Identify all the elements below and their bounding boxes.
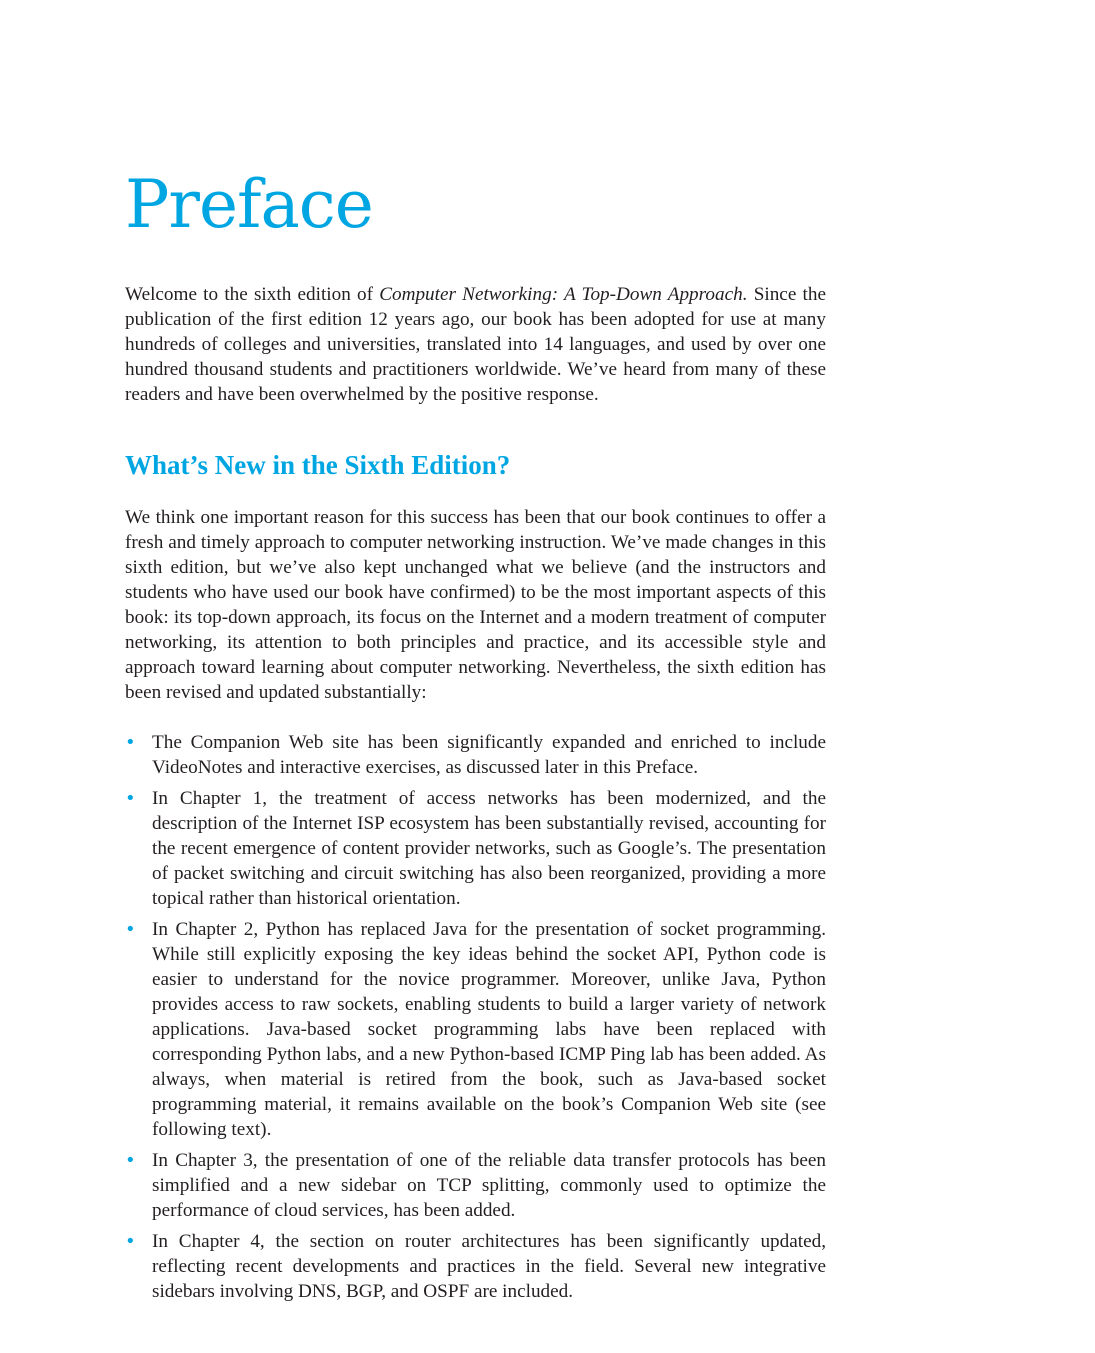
book-title: Computer Networking: A Top-Down Approach. [379,284,748,305]
list-item [125,1148,826,1223]
section-heading: What’s New in the Sixth Edition? [125,450,511,480]
list-item-text: In Chapter 3, the presentation of one of the reliable data transfer protocols has been simplified and a new sidebar on TCP splitting, commonly used to optimize the performance of cloud services, has been added. [152,1150,826,1221]
list-item [125,917,826,1142]
bullet-icon: • [125,788,136,809]
intro-text-end: Since the publication of the first edition 12 years ago, our book has been adopted for use at many hundreds of colleges and universities, translated into 14 languages, and used by over one hundred thousand students and practitioners worldwide. We’ve heard from many of these readers and have been overwhelmed by the positive response. [125,284,826,405]
list-item-text: In Chapter 4, the section on router architectures has been significantly updated, reflecting recent developments and practices in the field. Several new integrative sidebars involving DNS, BGP, and OSPF are included. [152,1231,826,1302]
list-item-text: In Chapter 1, the treatment of access networks has been modernized, and the description of the Internet ISP ecosystem has been substantially revised, accounting for the recent emergence of content provider networks, such as Google’s. The presentation of packet switching and circuit switching has also been reorganized, providing a more topical rather than historical orientation. [152,788,826,909]
list-item [125,1229,826,1304]
intro-paragraph [125,282,826,407]
section-paragraph: We think one important reason for this success has been that our book continues to offer a fresh and timely approach to computer networking instruction. We’ve made changes in this sixth edition, but we’ve also kept unchanged what we believe (and the instructors and students who have used our book have confirmed) to be the most important aspects of this book: its top-down approach, its focus on the Internet and a modern treatment of computer networking, its attention to both principles and practice, and its accessible style and approach toward learning about computer networking. Nevertheless, the sixth edition has been revised and updated substantially: [125,507,826,703]
chapter-title: Preface [125,166,373,243]
bullet-icon: • [125,1150,136,1171]
bullet-icon: • [125,919,136,940]
list-item-text: In Chapter 2, Python has replaced Java for the presentation of socket programming. While still explicitly exposing the key ideas behind the socket API, Python code is easier to understand for the novice programmer. Moreover, unlike Java, Python provides access to raw sockets, enabling students to build a larger variety of network applications. Java-based socket programming labs have been replaced with corresponding Python labs, and a new Python-based ICMP Ping lab has been added. As always, when material is retired from the book, such as Java-based socket programming material, it remains available on the book’s Companion Web site (see following text). [152,919,826,1140]
list-item [125,786,826,911]
bullet-icon: • [125,1231,136,1252]
intro-text-start: Welcome to the sixth edition of [125,284,380,305]
list-item [125,730,826,780]
changes-list [125,730,826,1310]
list-item-text: The Companion Web site has been significantly expanded and enriched to include VideoNotes and interactive exercises, as discussed later in this Preface. [152,732,826,778]
bullet-icon: • [125,732,136,753]
